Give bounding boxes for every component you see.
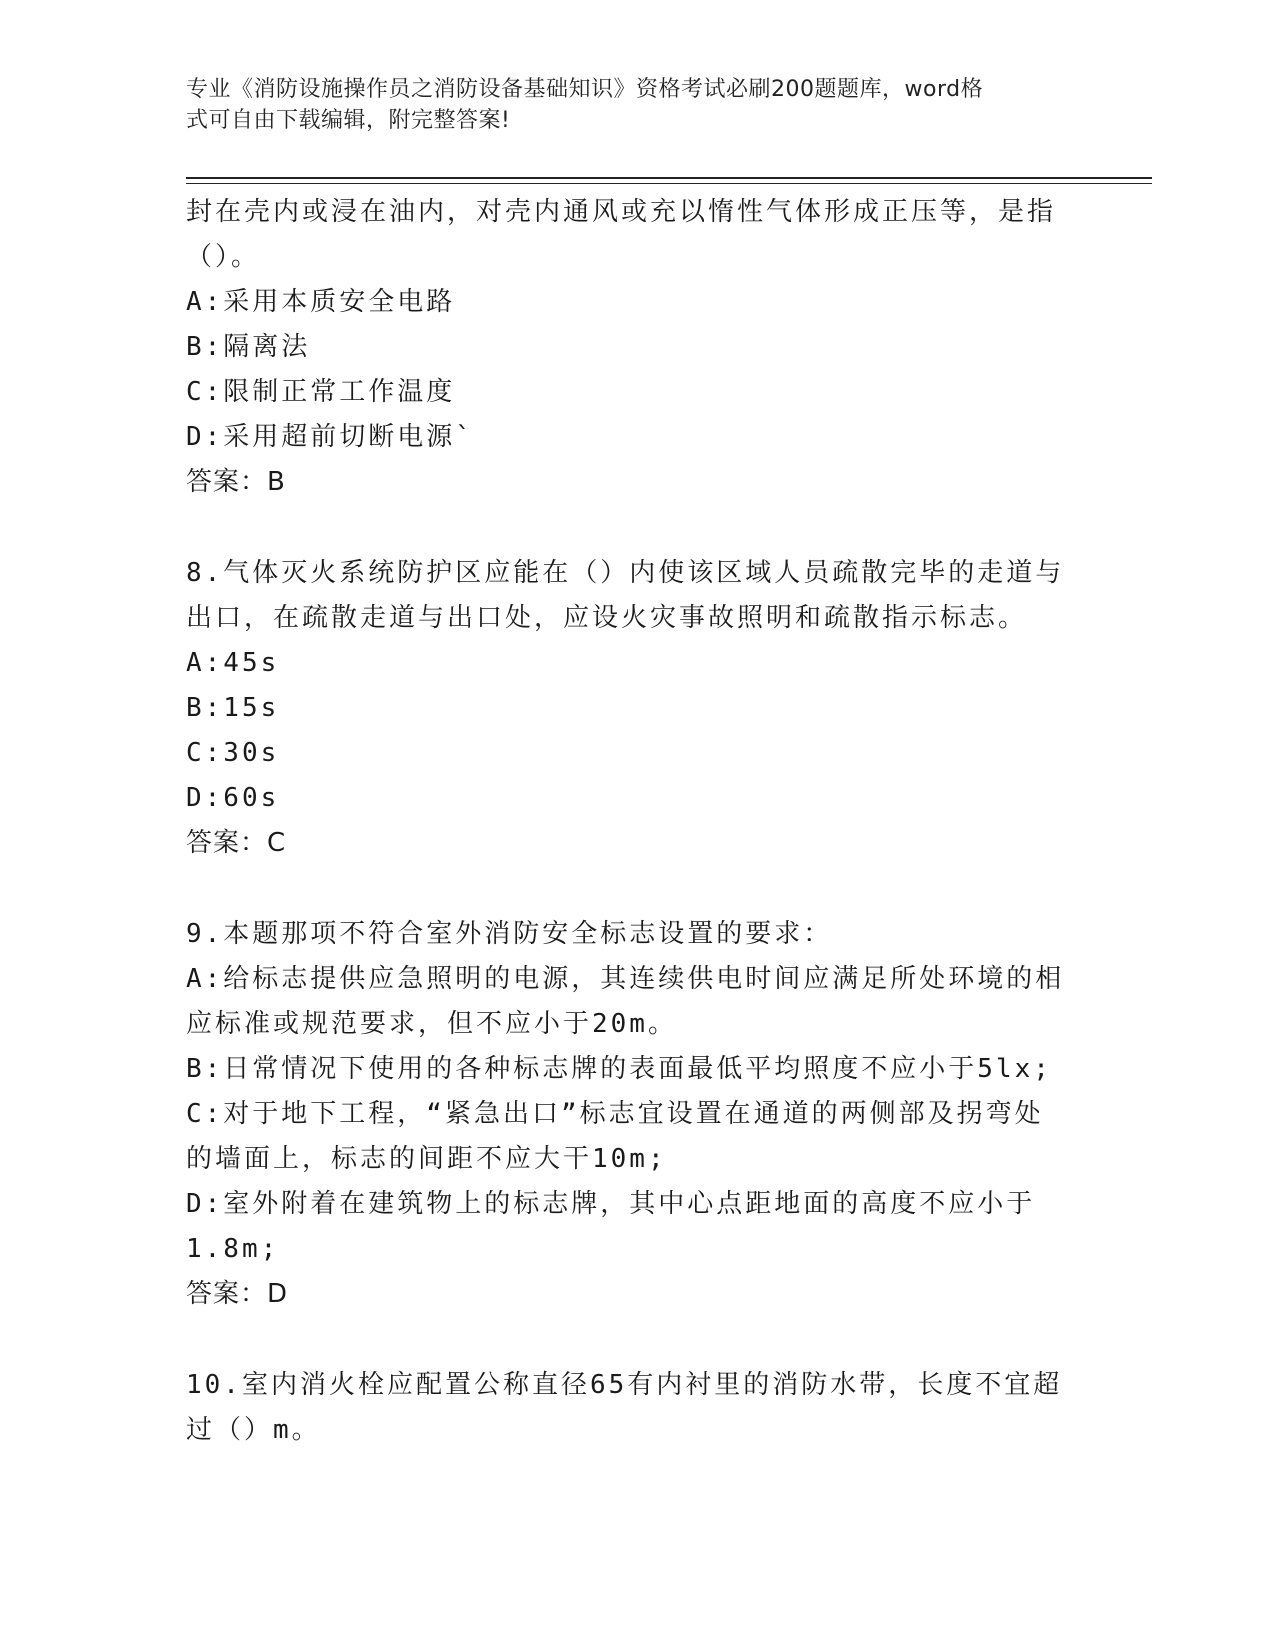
option-a: A:采用本质安全电路 <box>186 287 456 317</box>
option-d: D:室外附着在建筑物上的标志牌，其中心点距地面的高度不应小于 <box>186 1189 1036 1219</box>
question-stem: 过（）m。 <box>186 1415 321 1445</box>
question-stem: 9.本题那项不符合室外消防安全标志设置的要求： <box>186 919 833 949</box>
question-stem: 8.气体灭火系统防护区应能在（）内使该区域人员疏散完毕的走道与 <box>186 558 1065 588</box>
question-stem: 出口，在疏散走道与出口处，应设火灾事故照明和疏散指示标志。 <box>186 603 1028 633</box>
question-stem: （）。 <box>186 242 261 272</box>
option-d: D:60s <box>186 783 280 813</box>
option-a: A:给标志提供应急照明的电源，其连续供电时间应满足所处环境的相 <box>186 964 1065 994</box>
document-header <box>186 74 1066 136</box>
option-d: D:采用超前切断电源` <box>186 422 474 452</box>
option-d-continued: 1.8m; <box>186 1234 280 1264</box>
answer-line: 答案：D <box>186 1279 289 1309</box>
question-stem: 封在壳内或浸在油内，对壳内通风或充以惰性气体形成正压等，是指 <box>186 197 1057 227</box>
option-a-continued: 应标准或规范要求，但不应小于20m。 <box>186 1009 677 1039</box>
header-line-2: 式可自由下载编辑，附完整答案! <box>186 108 511 133</box>
answer-line: 答案：B <box>186 467 286 497</box>
question-stem: 10.室内消火栓应配置公称直径65有内衬里的消防水带，长度不宜超 <box>186 1370 1063 1400</box>
option-b: B:日常情况下使用的各种标志牌的表面最低平均照度不应小于5lx; <box>186 1054 1052 1084</box>
question-8 <box>186 551 1086 866</box>
option-b: B:15s <box>186 693 280 723</box>
header-divider-thick <box>186 177 1152 179</box>
header-divider-thin <box>186 183 1152 184</box>
spacer <box>186 866 1086 912</box>
option-c: C:限制正常工作温度 <box>186 377 456 407</box>
option-c: C:对于地下工程，“紧急出口”标志宜设置在通道的两侧部及拐弯处 <box>186 1099 1044 1129</box>
question-7 <box>186 190 1086 505</box>
spacer <box>186 505 1086 551</box>
question-list <box>186 190 1086 1453</box>
spacer <box>186 1317 1086 1363</box>
question-10 <box>186 1363 1086 1453</box>
option-c: C:30s <box>186 738 280 768</box>
option-a: A:45s <box>186 648 280 678</box>
answer-line: 答案：C <box>186 828 287 858</box>
question-9 <box>186 912 1086 1317</box>
option-b: B:隔离法 <box>186 332 311 362</box>
option-c-continued: 的墙面上，标志的间距不应大干10m; <box>186 1144 667 1174</box>
header-line-1: 专业《消防设施操作员之消防设备基础知识》资格考试必刷200题题库，word格 <box>186 77 984 102</box>
